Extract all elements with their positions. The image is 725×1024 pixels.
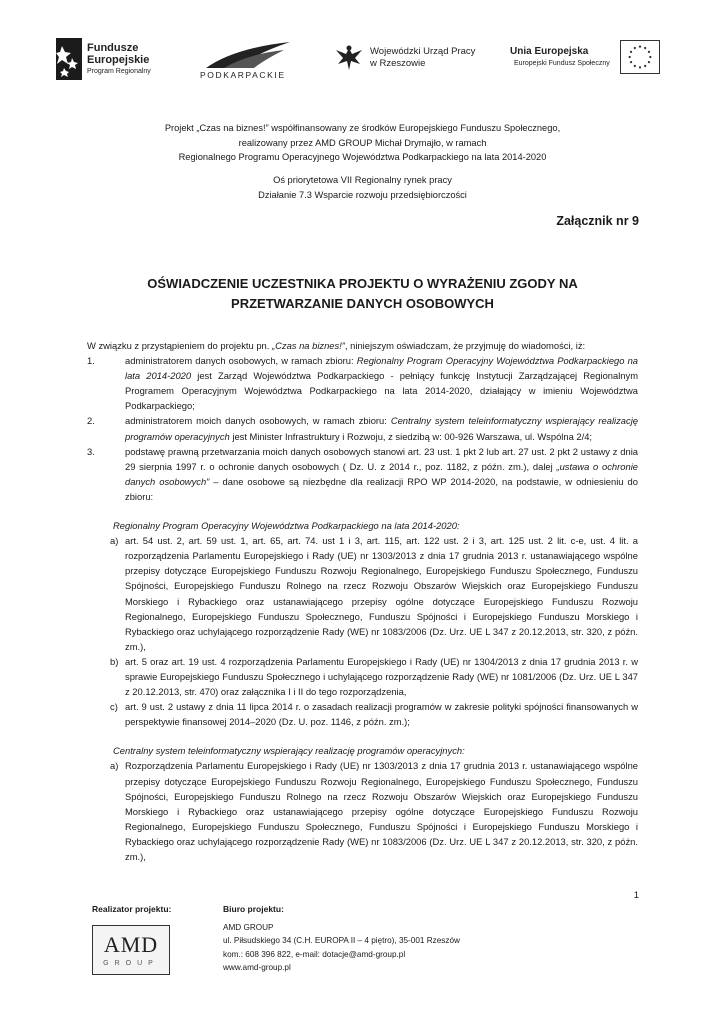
list-letter: b): [110, 655, 119, 667]
realizator-label: Realizator projektu:: [92, 904, 172, 914]
list-letter: a): [110, 535, 119, 547]
office-address: [223, 921, 460, 975]
list-number: 3.: [87, 445, 95, 457]
list-item-2: [87, 413, 638, 443]
wup-eagle-icon: [334, 42, 364, 72]
eu-sub: Europejski Fundusz Społeczny: [514, 60, 610, 67]
rpo-heading: [87, 518, 638, 533]
header-line1: Projekt „Czas na biznes!” współfinansowany ze środków Europejskiego Funduszu Społecznego,: [164, 123, 561, 133]
item3-c: – dane osobowe są niezbędne dla realizacji RPO WP 2014-2020, na podstawie, w odniesieniu do zbioru:: [125, 475, 638, 502]
title-line1: OŚWIADCZENIE UCZESTNIKA PROJEKTU O WYRAŻENIU ZGODY NA: [147, 276, 578, 291]
list-letter: c): [110, 701, 118, 713]
document-body: [87, 338, 638, 864]
project-header: [0, 121, 725, 165]
rpo-heading-text: Regionalny Program Operacyjny Województwa Podkarpackiego na lata 2014-2020:: [113, 520, 460, 532]
spacer: [87, 729, 638, 743]
intro-c: , niniejszym oświadczam, że przyjmuję do wiadomości, iż:: [344, 340, 586, 351]
priority-axis: [0, 173, 725, 202]
cst-heading: [87, 743, 638, 758]
header-line3: Regionalnego Programu Operacyjnego Województwa Podkarpackiego na lata 2014-2020: [178, 152, 547, 163]
page-number: 1: [633, 890, 639, 901]
header-line2: realizowany przez AMD GROUP Michał Drymajło, w ramach: [238, 137, 487, 148]
fundusze-europejskie-logo: [52, 36, 172, 84]
intro-paragraph: [87, 338, 638, 353]
cst-a-text: Rozporządzenia Parlamentu Europejskiego i Rady (UE) nr 1303/2013 z dnia 17 grudnia 2013 r. ustanawiającego wspólne przepisy dotyczące Europejskiego Funduszu Rozwoju Regionalnego, Europejskiego Funduszu Społecznego, Funduszu Spójności, Europejskiego Funduszu Rolnego na rzecz Rozwoju Obszarów Wiejskich oraz Europejskiego Funduszu Morskiego i Rybackiego oraz ustanawiającego przepisy ogólne dotyczące Europejskiego Funduszu Rozwoju Regionalnego, Europejskiego Funduszu Społecznego, Funduszu Spójności i Europejskiego Funduszu Morskiego i Rybackiego oraz uchylającego rozporządzenie Rady (WE) nr 1083/2006 (Dz. Urz. UE L 347 z 20.12.2013, str. 320, z późn. zm.),: [125, 760, 638, 862]
item3-a: podstawę prawną przetwarzania moich danych osobowych stanowi art. 23 ust. 1 pkt 2 lub art. 27 ust. 2 pkt 2 ustawy z dnia 29 sierpnia 1997 r. o ochronie danych osobowych ( Dz. U. z 2014 r., poz. 1182, z późn. zm.), dalej: [125, 445, 638, 472]
intro-a: W związku z przystąpieniem do projektu pn.: [87, 340, 272, 351]
fe-line1: Fundusze: [87, 42, 139, 54]
list-letter: a): [110, 760, 119, 772]
rpo-c-text: art. 9 ust. 2 ustawy z dnia 11 lipca 2014 r. o zasadach realizacji programów w zakresie polityki spójności finansowanych w perspektywie finansowej 2014–2020 (Dz. U. poz. 1146, z późn. zm.);: [125, 701, 638, 728]
website: www.amd-group.pl: [223, 963, 291, 973]
eu-flag-icon: [620, 40, 660, 74]
title-line2: PRZETWARZANIE DANYCH OSOBOWYCH: [231, 296, 494, 311]
item3-b: „ustawa o ochronie danych osobowych”: [125, 460, 638, 487]
intro-project-name: „Czas na biznes!”: [271, 340, 345, 351]
address: ul. Piłsudskiego 34 (C.H. EUROPA II – 4 piętro), 35-001 Rzeszów: [223, 936, 460, 946]
cst-item-a: [87, 758, 638, 864]
wup-line2: w Rzeszowie: [370, 58, 426, 69]
header-line4: Oś priorytetowa VII Regionalny rynek pracy: [273, 175, 452, 185]
item1-a: administratorem danych osobowych, w ramach zbioru:: [125, 355, 357, 367]
spacer: [87, 504, 638, 518]
amd-logo-sub: GROUP: [103, 960, 159, 967]
fe-sub: Program Regionalny: [87, 68, 151, 75]
document-title: [0, 274, 725, 314]
header-line5: Działanie 7.3 Wsparcie rozwoju przedsiębiorczości: [258, 189, 467, 200]
company-name: AMD GROUP: [223, 923, 274, 932]
rpo-item-c: [87, 699, 638, 729]
fe-flag-icon: [56, 38, 82, 80]
amd-logo-text: AMD: [103, 932, 159, 957]
podkarpackie-mark-icon: [204, 40, 294, 70]
cst-heading-text: Centralny system teleinformatyczny wspierający realizację programów operacyjnych:: [113, 745, 465, 757]
logo-bar: [52, 36, 672, 86]
rpo-b-text: art. 5 oraz art. 19 ust. 4 rozporządzenia Parlamentu Europejskiego i Rady (UE) nr 1304/2013 z dnia 17 grudnia 2013 r. w sprawie Europejskiego Funduszu Społecznego i uchylającego rozporządzenie Rady (WE) nr 1081/2006 (Dz. Urz. UE L 347 z 20.12.2013, str. 470) oraz załącznika I i II do tego rozporządzenia,: [125, 655, 638, 698]
eu-title: Unia Europejska: [510, 46, 589, 57]
wup-line1: Wojewódzki Urząd Pracy: [370, 46, 476, 57]
wup-logo: [334, 36, 494, 84]
wup-text: [370, 46, 475, 70]
list-item-3: [87, 444, 638, 504]
amd-group-logo: [92, 925, 170, 975]
fe-name: [87, 42, 149, 66]
item2-c: jest Minister Infrastruktury i Rozwoju, z siedzibą w: 00-926 Warszawa, ul. Wspólna 2/4;: [229, 430, 593, 442]
item2-a: administratorem moich danych osobowych, w ramach zbioru:: [125, 415, 391, 427]
item2-b: Centralny system teleinformatyczny wspierający realizację programów operacyjnych: [125, 415, 638, 442]
podkarpackie-logo: [190, 36, 308, 84]
contact: kom.: 608 396 822, e-mail: dotacje@amd-group.pl: [223, 949, 406, 959]
rpo-item-b: [87, 654, 638, 699]
item1-c: jest Zarząd Województwa Podkarpackiego - pełniący funkcję Instytucji Zarządzającej Regionalnym Programem Operacyjnym Województwa Podkarpackiego na lata 2014-2020, działający w imieniu Województwa Podkarpackiego;: [125, 370, 639, 412]
annex-number: Załącznik nr 9: [556, 214, 639, 228]
podkarpackie-text: PODKARPACKIE: [200, 70, 286, 80]
list-number: 2.: [87, 415, 95, 427]
item1-b: Regionalny Program Operacyjny Województwa Podkarpackiego na lata 2014-2020: [125, 355, 639, 382]
fe-line2: Europejskie: [87, 54, 150, 66]
rpo-item-a: [87, 533, 638, 654]
rpo-a-text: art. 54 ust. 2, art. 59 ust. 1, art. 65, art. 74. ust 1 i 3, art. 115, art. 122 ust. 2 i 3, art. 125 ust. 2 lit. c-e, ust. 4 lit. a rozporządzenia Parlamentu Europejskiego i Rady (UE) nr 1303/2013 z dnia 17 grudnia 2013 r. ustanawiającego wspólne przepisy dotyczące Europejskiego Funduszu Rozwoju Regionalnego, Europejskiego Funduszu Społecznego, Funduszu Spójności, Europejskiego Funduszu Rolnego na rzecz Rozwoju Obszarów Wiejskich oraz Europejskiego Funduszu Morskiego i Rybackiego oraz ustanawiającego przepisy ogólne dotyczące Europejskiego Funduszu Rozwoju Regionalnego, Europejskiego Funduszu Społecznego, Funduszu Spójności i Europejskiego Funduszu Morskiego i Rybackiego oraz uchylającego rozporządzenie Rady (WE) nr 1083/2006 (Dz. Urz. UE L 347 z 20.12.2013, str. 320, z późn. zm.),: [125, 535, 638, 652]
list-number: 1.: [87, 355, 95, 367]
list-item-1: [87, 353, 638, 413]
eu-logo: [510, 36, 672, 84]
biuro-label: Biuro projektu:: [223, 904, 284, 914]
